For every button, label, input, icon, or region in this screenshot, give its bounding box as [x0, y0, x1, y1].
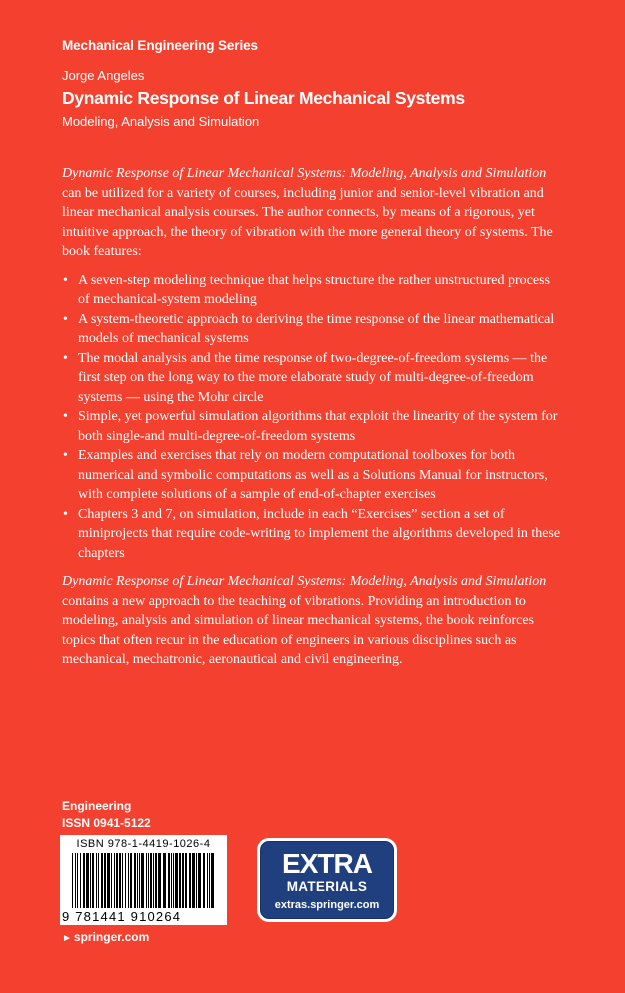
closing-paragraph — [62, 572, 562, 670]
closing-book-title: Dynamic Response of Linear Mechanical Systems: Modeling, Analysis and Simulation — [62, 574, 547, 589]
bullet-icon: • — [63, 350, 68, 366]
book-title: Dynamic Response of Linear Mechanical Systems — [62, 88, 465, 108]
feature-item: • A seven-step modeling technique that helps structure the rather unstructured process of mechanical-system modeling — [63, 272, 550, 307]
bullet-icon: • — [63, 448, 68, 463]
series-name: Mechanical Engineering Series — [62, 38, 258, 53]
barcode-digits: 9 781441 910264 — [62, 909, 182, 924]
springer-link[interactable] — [62, 930, 149, 944]
feature-item: • A system-theoretic approach to deriving the time response of the linear mathematical models of mechanical systems — [63, 311, 555, 346]
intro-text: can be utilized for a variety of courses, including junior and senior-level vibration and linear mechanical analysis courses. The author connects, by means of a rigorous, yet intuitive approach, the theory of vibration with the more general theory of systems. The book features: — [62, 185, 553, 259]
isbn-barcode — [60, 835, 227, 925]
author-name: Jorge Angeles — [62, 68, 145, 83]
book-description — [62, 164, 562, 670]
isbn-label: ISBN 978-1-4419-1026-4 — [76, 838, 211, 850]
feature-item: • Examples and exercises that rely on modern computational toolboxes for both numerical and symbolic computations as well as a Solutions Manual for instructors, with complete solutions of a sample of end-of-chapter exercises — [63, 448, 548, 502]
closing-text: contains a new approach to the teaching of vibrations. Providing an introduction to modeling, analysis and simulation of linear mechanical systems, the book reinforces topics that often recur in the education of engineers in various disciplines such as mechanical, mechatronic, aeronautical and civil engineering. — [62, 593, 534, 667]
bullet-icon: • — [63, 311, 68, 327]
feature-item: • Simple, yet powerful simulation algorithms that exploit the linearity of the system for both single-and multi-degree-of-freedom systems — [63, 409, 558, 444]
book-subtitle: Modeling, Analysis and Simulation — [62, 114, 260, 129]
springer-url[interactable]: springer.com — [73, 930, 150, 944]
subject-category: Engineering — [62, 799, 132, 813]
badge-materials-label: MATERIALS — [286, 879, 368, 894]
intro-book-title: Dynamic Response of Linear Mechanical Systems: Modeling, Analysis and Simulation — [62, 166, 547, 181]
badge-url[interactable]: extras.springer.com — [274, 899, 380, 911]
springer-arrow-icon: ► — [62, 933, 72, 944]
feature-item: • The modal analysis and the time response of two-degree-of-freedom systems — the first step on the long way to the more elaborate study of multi-degree-of-freedom systems — using the Mohr circle — [63, 350, 548, 405]
feature-item: • Chapters 3 and 7, on simulation, include in each “Exercises” section a set of miniprojects that require code-writing to implement the algorithms developed in these chapters — [63, 506, 561, 561]
badge-extra-label: EXTRA — [282, 848, 372, 879]
feature-list — [62, 271, 562, 564]
bullet-icon: • — [63, 506, 68, 522]
subject-block — [62, 798, 151, 832]
extra-materials-badge[interactable] — [257, 838, 397, 922]
intro-paragraph — [62, 164, 562, 262]
bullet-icon: • — [63, 409, 68, 424]
issn-number: ISSN 0941-5122 — [62, 816, 151, 830]
bullet-icon: • — [63, 272, 68, 288]
